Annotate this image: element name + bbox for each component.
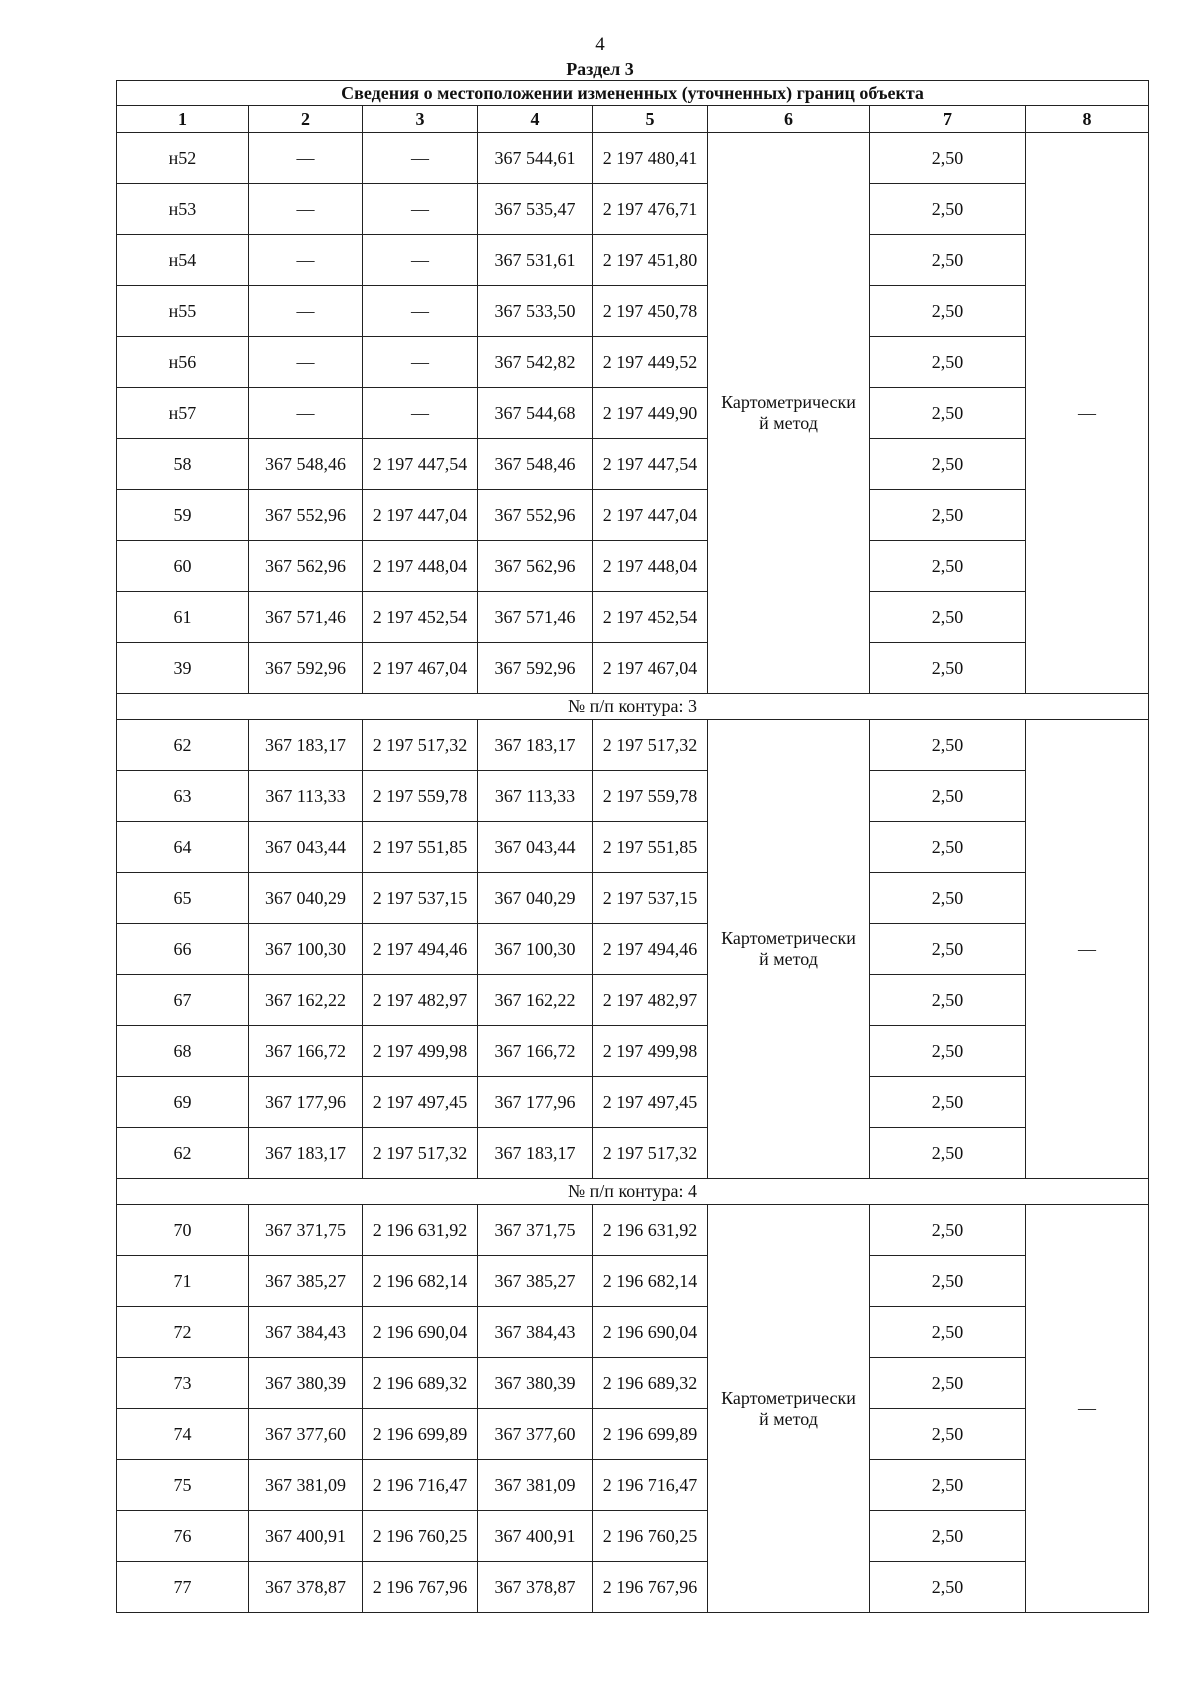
existing-x-cell: 367 166,72 [249,1026,363,1077]
accuracy-cell: 2,50 [870,235,1026,286]
accuracy-cell: 2,50 [870,873,1026,924]
accuracy-cell: 2,50 [870,771,1026,822]
existing-y-cell: 2 196 690,04 [363,1307,478,1358]
point-number-cell: 67 [117,975,249,1026]
existing-x-cell: 367 371,75 [249,1205,363,1256]
method-cell [708,720,870,1179]
new-x-cell: 367 043,44 [478,822,593,873]
existing-y-cell: 2 197 482,97 [363,975,478,1026]
contour-label: № п/п контура: 3 [117,694,1149,720]
new-y-cell: 2 197 482,97 [593,975,708,1026]
existing-y-cell: 2 197 497,45 [363,1077,478,1128]
existing-x-cell: 367 377,60 [249,1409,363,1460]
new-x-cell: 367 400,91 [478,1511,593,1562]
existing-y-cell: 2 197 551,85 [363,822,478,873]
new-x-cell: 367 162,22 [478,975,593,1026]
existing-x-cell: 367 592,96 [249,643,363,694]
existing-x-cell: 367 552,96 [249,490,363,541]
point-number-cell: 74 [117,1409,249,1460]
table-row [117,1511,1149,1562]
new-x-cell: 367 384,43 [478,1307,593,1358]
new-x-cell: 367 166,72 [478,1026,593,1077]
column-8-cell: — [1026,1205,1149,1613]
point-number-cell: 62 [117,1128,249,1179]
new-y-cell: 2 197 499,98 [593,1026,708,1077]
accuracy-cell: 2,50 [870,1026,1026,1077]
point-number-cell: 64 [117,822,249,873]
point-number-cell: 72 [117,1307,249,1358]
existing-y-cell: 2 197 452,54 [363,592,478,643]
new-x-cell: 367 531,61 [478,235,593,286]
point-number-cell: 75 [117,1460,249,1511]
table-row [117,975,1149,1026]
new-y-cell: 2 197 551,85 [593,822,708,873]
existing-x-cell: 367 100,30 [249,924,363,975]
existing-y-cell: 2 197 447,54 [363,439,478,490]
point-number-cell: 39 [117,643,249,694]
point-number-cell: н54 [117,235,249,286]
existing-x-cell: 367 162,22 [249,975,363,1026]
existing-y-cell: 2 197 448,04 [363,541,478,592]
new-x-cell: 367 377,60 [478,1409,593,1460]
table-row [117,1460,1149,1511]
existing-x-cell: 367 385,27 [249,1256,363,1307]
accuracy-cell: 2,50 [870,1562,1026,1613]
column-header: 8 [1026,106,1149,133]
existing-x-cell: 367 380,39 [249,1358,363,1409]
new-x-cell: 367 113,33 [478,771,593,822]
accuracy-cell: 2,50 [870,1511,1026,1562]
accuracy-cell: 2,50 [870,924,1026,975]
new-x-cell: 367 544,61 [478,133,593,184]
existing-x-cell: 367 378,87 [249,1562,363,1613]
new-x-cell: 367 371,75 [478,1205,593,1256]
accuracy-cell: 2,50 [870,975,1026,1026]
method-text-line2: й метод [759,413,818,433]
contour-label-row [117,694,1149,720]
new-x-cell: 367 548,46 [478,439,593,490]
point-number-cell: 59 [117,490,249,541]
existing-x-cell: 367 177,96 [249,1077,363,1128]
existing-x-cell: 367 043,44 [249,822,363,873]
new-x-cell: 367 542,82 [478,337,593,388]
point-number-cell: 73 [117,1358,249,1409]
table-row [117,1077,1149,1128]
table-row [117,1307,1149,1358]
new-x-cell: 367 177,96 [478,1077,593,1128]
new-y-cell: 2 197 448,04 [593,541,708,592]
new-y-cell: 2 197 480,41 [593,133,708,184]
existing-y-cell: — [363,388,478,439]
existing-x-cell: — [249,133,363,184]
column-header: 3 [363,106,478,133]
point-number-cell: 60 [117,541,249,592]
point-number-cell: 68 [117,1026,249,1077]
accuracy-cell: 2,50 [870,1358,1026,1409]
existing-y-cell: 2 196 689,32 [363,1358,478,1409]
new-y-cell: 2 197 467,04 [593,643,708,694]
table-row [117,1026,1149,1077]
point-number-cell: н53 [117,184,249,235]
new-x-cell: 367 385,27 [478,1256,593,1307]
existing-y-cell: — [363,235,478,286]
table-row [117,643,1149,694]
new-y-cell: 2 196 682,14 [593,1256,708,1307]
accuracy-cell: 2,50 [870,1256,1026,1307]
accuracy-cell: 2,50 [870,439,1026,490]
contour-label-row [117,1179,1149,1205]
existing-x-cell: — [249,286,363,337]
existing-y-cell: 2 196 767,96 [363,1562,478,1613]
method-text-line2: й метод [759,1408,818,1429]
accuracy-cell: 2,50 [870,1077,1026,1128]
accuracy-cell: 2,50 [870,286,1026,337]
new-y-cell: 2 196 689,32 [593,1358,708,1409]
table-row [117,388,1149,439]
table-row [117,771,1149,822]
accuracy-cell: 2,50 [870,337,1026,388]
new-y-cell: 2 196 631,92 [593,1205,708,1256]
existing-y-cell: 2 196 631,92 [363,1205,478,1256]
new-x-cell: 367 040,29 [478,873,593,924]
accuracy-cell: 2,50 [870,1128,1026,1179]
accuracy-cell: 2,50 [870,541,1026,592]
existing-y-cell: 2 197 467,04 [363,643,478,694]
new-y-cell: 2 197 537,15 [593,873,708,924]
existing-y-cell: 2 197 494,46 [363,924,478,975]
existing-y-cell: — [363,337,478,388]
new-x-cell: 367 535,47 [478,184,593,235]
accuracy-cell: 2,50 [870,643,1026,694]
point-number-cell: н57 [117,388,249,439]
existing-x-cell: 367 571,46 [249,592,363,643]
existing-y-cell: 2 196 760,25 [363,1511,478,1562]
existing-x-cell: — [249,184,363,235]
method-cell [708,133,870,694]
table-caption: Сведения о местоположении измененных (уточненных) границ объекта [117,81,1149,106]
new-x-cell: 367 592,96 [478,643,593,694]
point-number-cell: 61 [117,592,249,643]
method-text-line1: Картометрически [721,928,856,948]
column-header: 1 [117,106,249,133]
table-row [117,873,1149,924]
new-x-cell: 367 562,96 [478,541,593,592]
accuracy-cell: 2,50 [870,184,1026,235]
point-number-cell: 71 [117,1256,249,1307]
accuracy-cell: 2,50 [870,490,1026,541]
new-y-cell: 2 196 760,25 [593,1511,708,1562]
table-caption-row [117,81,1149,106]
point-number-cell: 70 [117,1205,249,1256]
point-number-cell: 66 [117,924,249,975]
new-y-cell: 2 197 447,04 [593,490,708,541]
contour-label: № п/п контура: 4 [117,1179,1149,1205]
existing-y-cell: 2 197 499,98 [363,1026,478,1077]
method-text-line1: Картометрически [721,392,856,412]
existing-x-cell: — [249,388,363,439]
new-y-cell: 2 197 449,52 [593,337,708,388]
column-header: 6 [708,106,870,133]
column-header: 4 [478,106,593,133]
new-y-cell: 2 196 690,04 [593,1307,708,1358]
existing-x-cell: 367 183,17 [249,1128,363,1179]
existing-x-cell: 367 562,96 [249,541,363,592]
point-number-cell: 65 [117,873,249,924]
new-x-cell: 367 378,87 [478,1562,593,1613]
new-y-cell: 2 197 451,80 [593,235,708,286]
accuracy-cell: 2,50 [870,1409,1026,1460]
method-text-line2: й метод [759,949,818,969]
new-y-cell: 2 197 449,90 [593,388,708,439]
new-y-cell: 2 196 767,96 [593,1562,708,1613]
accuracy-cell: 2,50 [870,592,1026,643]
table-row [117,822,1149,873]
table-row [117,1205,1149,1256]
table-row [117,541,1149,592]
existing-x-cell: 367 548,46 [249,439,363,490]
accuracy-cell: 2,50 [870,388,1026,439]
new-y-cell: 2 196 699,89 [593,1409,708,1460]
boundary-coordinates-table [116,80,1149,1613]
existing-y-cell: 2 197 517,32 [363,1128,478,1179]
column-8-cell: — [1026,133,1149,694]
table-row [117,133,1149,184]
new-x-cell: 367 571,46 [478,592,593,643]
existing-x-cell: 367 183,17 [249,720,363,771]
new-x-cell: 367 183,17 [478,1128,593,1179]
accuracy-cell: 2,50 [870,1205,1026,1256]
existing-y-cell: 2 196 699,89 [363,1409,478,1460]
column-header: 7 [870,106,1026,133]
existing-x-cell: 367 381,09 [249,1460,363,1511]
column-header: 2 [249,106,363,133]
accuracy-cell: 2,50 [870,720,1026,771]
existing-y-cell: 2 196 716,47 [363,1460,478,1511]
new-y-cell: 2 197 559,78 [593,771,708,822]
new-x-cell: 367 380,39 [478,1358,593,1409]
new-x-cell: 367 100,30 [478,924,593,975]
column-8-cell: — [1026,720,1149,1179]
table-row [117,1128,1149,1179]
new-x-cell: 367 381,09 [478,1460,593,1511]
existing-x-cell: 367 400,91 [249,1511,363,1562]
existing-x-cell: — [249,235,363,286]
point-number-cell: 62 [117,720,249,771]
existing-y-cell: 2 197 537,15 [363,873,478,924]
existing-y-cell: 2 197 447,04 [363,490,478,541]
table-row [117,235,1149,286]
new-y-cell: 2 197 517,32 [593,1128,708,1179]
new-y-cell: 2 197 476,71 [593,184,708,235]
existing-y-cell: 2 196 682,14 [363,1256,478,1307]
existing-x-cell: — [249,337,363,388]
point-number-cell: н52 [117,133,249,184]
table-row [117,1562,1149,1613]
new-y-cell: 2 197 497,45 [593,1077,708,1128]
new-x-cell: 367 533,50 [478,286,593,337]
table-row [117,490,1149,541]
section-title: Раздел 3 [566,59,634,79]
point-number-cell: н55 [117,286,249,337]
accuracy-cell: 2,50 [870,822,1026,873]
new-y-cell: 2 197 517,32 [593,720,708,771]
table-row [117,924,1149,975]
point-number-cell: 69 [117,1077,249,1128]
column-header: 5 [593,106,708,133]
table-row [117,720,1149,771]
table-row [117,286,1149,337]
point-number-cell: 58 [117,439,249,490]
existing-y-cell: — [363,184,478,235]
method-cell [708,1205,870,1613]
existing-x-cell: 367 113,33 [249,771,363,822]
accuracy-cell: 2,50 [870,133,1026,184]
new-x-cell: 367 552,96 [478,490,593,541]
page-number: 4 [595,34,605,55]
new-y-cell: 2 196 716,47 [593,1460,708,1511]
existing-y-cell: 2 197 559,78 [363,771,478,822]
point-number-cell: н56 [117,337,249,388]
new-y-cell: 2 197 450,78 [593,286,708,337]
accuracy-cell: 2,50 [870,1307,1026,1358]
point-number-cell: 77 [117,1562,249,1613]
new-y-cell: 2 197 452,54 [593,592,708,643]
table-row [117,439,1149,490]
existing-y-cell: 2 197 517,32 [363,720,478,771]
column-header-row [117,106,1149,133]
table-row [117,184,1149,235]
method-text-line1: Картометрически [721,1387,856,1408]
existing-x-cell: 367 384,43 [249,1307,363,1358]
new-y-cell: 2 197 494,46 [593,924,708,975]
new-y-cell: 2 197 447,54 [593,439,708,490]
table-row [117,1256,1149,1307]
point-number-cell: 63 [117,771,249,822]
table-row [117,1358,1149,1409]
point-number-cell: 76 [117,1511,249,1562]
table-row [117,337,1149,388]
new-x-cell: 367 544,68 [478,388,593,439]
new-x-cell: 367 183,17 [478,720,593,771]
existing-y-cell: — [363,133,478,184]
existing-x-cell: 367 040,29 [249,873,363,924]
table-row [117,592,1149,643]
table-row [117,1409,1149,1460]
existing-y-cell: — [363,286,478,337]
accuracy-cell: 2,50 [870,1460,1026,1511]
